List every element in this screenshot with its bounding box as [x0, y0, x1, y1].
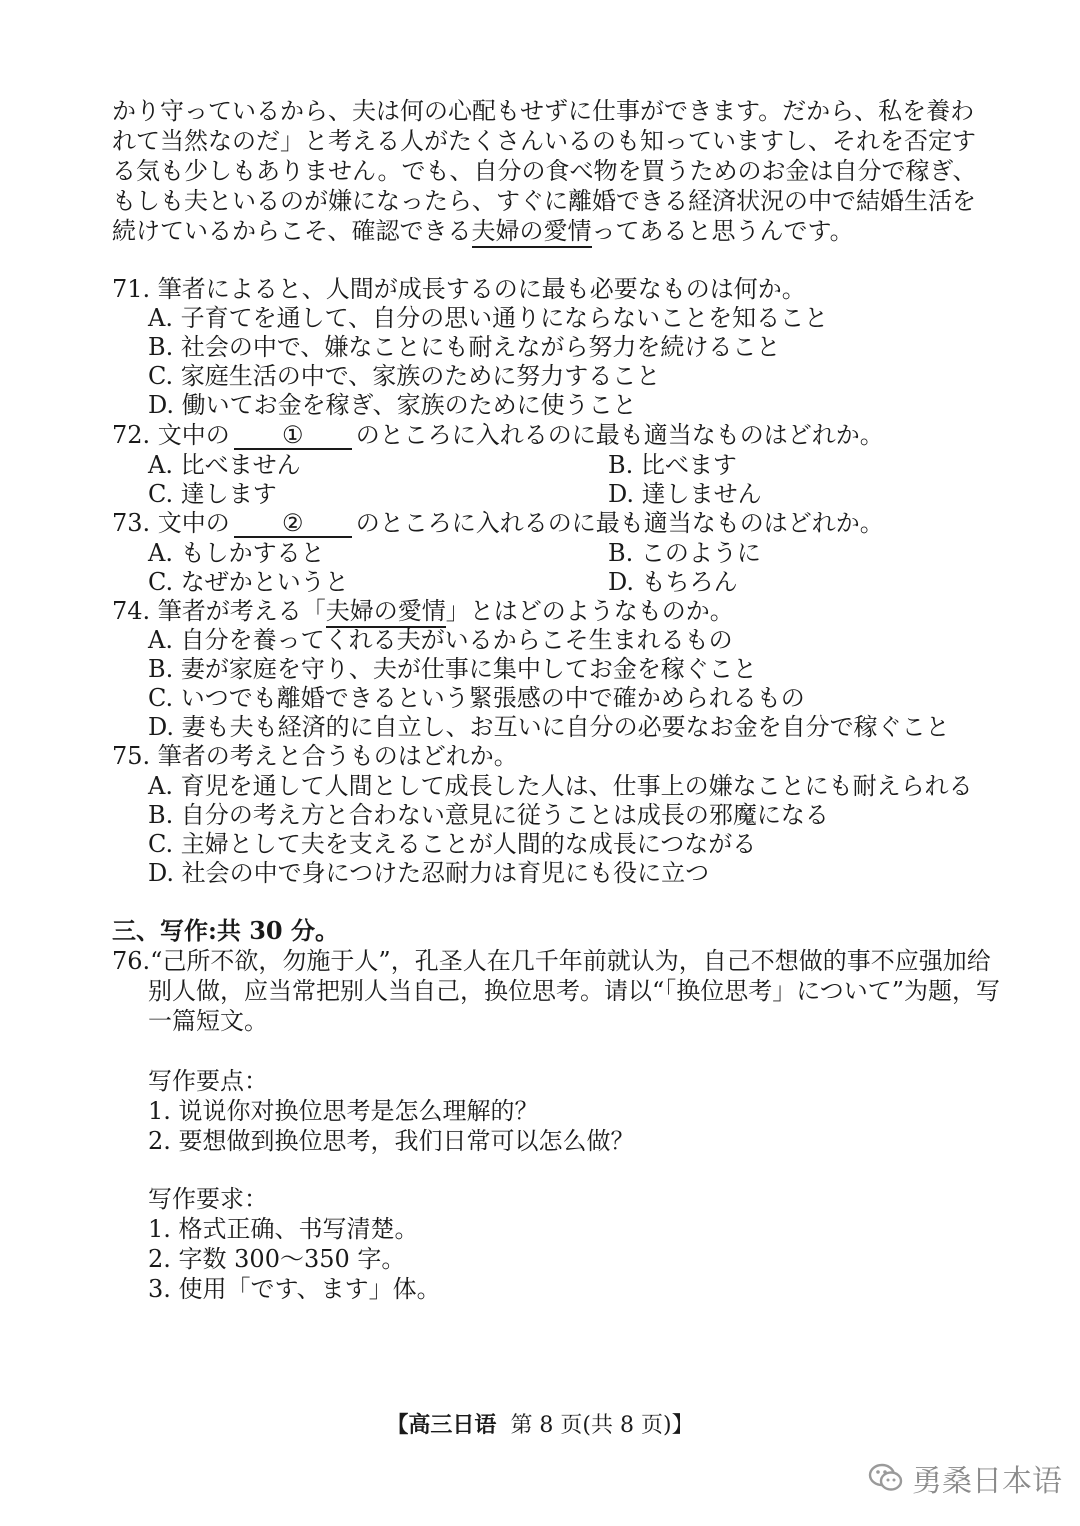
answer-blank-2: ②: [234, 510, 352, 538]
question-74-stem: [112, 596, 734, 626]
writing-point-2: 2. 要想做到换位思考，我们日常可以怎么做？: [148, 1127, 635, 1155]
stem-text: のところに入れるのに最も適当なものはどれか。: [355, 421, 884, 449]
q72-option-c: C. 達します: [148, 480, 277, 508]
watermark: [868, 1458, 1062, 1498]
watermark-text: 勇桑日本语: [912, 1464, 1062, 1499]
passage-line-3: る気も少しもありません。でも、自分の食べ物を買うためのお金は自分で稼ぎ、: [112, 157, 977, 185]
q71-option-b: B. 社会の中で、嫌なことにも耐えながら努力を続けること: [148, 333, 781, 361]
footer-page-number: 第 8 页(共 8 页)】: [510, 1413, 694, 1438]
wechat-icon: [868, 1462, 904, 1494]
q75-option-d: D. 社会の中で身につけた忍耐力は育児にも役に立つ: [148, 859, 710, 887]
passage-line-4: もしも夫といるのが嫌になったら、すぐに離婚できる経済状況の中で結婚生活を: [112, 187, 976, 215]
answer-blank-1: ①: [234, 422, 352, 450]
stem-text: 73. 文中の: [112, 509, 230, 537]
passage-line-1: かり守っているから、夫は何の心配もせずに仕事ができます。だから、私を養わ: [112, 97, 975, 125]
q75-option-c: C. 主婦として夫を支えることが人間的な成長につながる: [148, 830, 757, 858]
underlined-phrase: 夫婦の愛情: [326, 597, 446, 628]
passage-text: 続けているからこそ、確認できる: [112, 217, 472, 245]
question-71-stem: 71. 筆者によると、人間が成長するのに最も必要なものは何か。: [112, 275, 806, 303]
q73-option-a: A. もしかすると: [148, 539, 325, 567]
passage-text: ってあると思うんです。: [591, 217, 854, 245]
q72-option-a: A. 比べません: [148, 451, 301, 479]
q74-option-d: D. 妻も夫も経済的に自立し、お互いに自分の必要なお金を自分で稼ぐこと: [148, 713, 950, 741]
q71-option-a: A. 子育てを通して、自分の思い通りにならないことを知ること: [148, 304, 829, 332]
q72-option-b: B. 比べます: [608, 451, 737, 479]
question-76-line-2: 别人做，应当常把别人当自己，换位思考。请以“「换位思考」について”为题，写: [148, 977, 1001, 1005]
passage-line-2: れて当然なのだ」と考える人がたくさんいるのも知っていますし、それを否定す: [112, 127, 976, 155]
q71-option-d: D. 働いてお金を稼ぎ、家族のために使うこと: [148, 391, 637, 419]
question-73-stem: [112, 508, 884, 538]
stem-text: のところに入れるのに最も適当なものはどれか。: [355, 509, 884, 537]
q72-option-d: D. 達しません: [608, 480, 762, 508]
question-76-line-3: 一篇短文。: [148, 1007, 268, 1035]
writing-requirement-2: 2. 字数 300～350 字。: [148, 1245, 406, 1273]
page-footer: [0, 1410, 1080, 1441]
q73-option-c: C. なぜかというと: [148, 568, 349, 596]
underlined-phrase: 夫婦の愛情: [472, 217, 592, 248]
writing-requirements-title: 写作要求：: [148, 1185, 268, 1213]
question-76-line-1: 76.“己所不欲，勿施于人”，孔圣人在几千年前就认为，自己不想做的事不应强加给: [112, 947, 991, 975]
q75-option-b: B. 自分の考え方と合わない意見に従うことは成長の邪魔になる: [148, 801, 829, 829]
q74-option-c: C. いつでも離婚できるという緊張感の中で確かめられるもの: [148, 684, 805, 712]
q71-option-c: C. 家庭生活の中で、家族のために努力すること: [148, 362, 661, 390]
q74-option-a: A. 自分を養ってくれる夫がいるからこそ生まれるもの: [148, 626, 733, 654]
section-heading: 三、写作:共 30 分。: [112, 916, 339, 945]
writing-point-1: 1. 说说你对换位思考是怎么理解的？: [148, 1097, 539, 1125]
q73-option-b: B. このように: [608, 539, 761, 567]
stem-text: 72. 文中の: [112, 421, 230, 449]
writing-requirement-1: 1. 格式正确、书写清楚。: [148, 1215, 419, 1243]
passage-line-5: [112, 216, 854, 246]
writing-requirement-3: 3. 使用「です、ます」体。: [148, 1275, 441, 1303]
stem-text: 」とはどのようなものか。: [445, 597, 734, 625]
writing-points-title: 写作要点：: [148, 1067, 268, 1095]
question-72-stem: [112, 420, 884, 450]
q74-option-b: B. 妻が家庭を守り、夫が仕事に集中してお金を稼ぐこと: [148, 655, 757, 683]
stem-text: 74. 筆者が考える「: [112, 597, 326, 625]
q73-option-d: D. もちろん: [608, 568, 738, 596]
q75-option-a: A. 育児を通して人間として成長した人は、仕事上の嫌なことにも耐えられる: [148, 772, 973, 800]
question-75-stem: 75. 筆者の考えと合うものはどれか。: [112, 742, 518, 770]
footer-subject: 【高三日语: [386, 1412, 497, 1438]
